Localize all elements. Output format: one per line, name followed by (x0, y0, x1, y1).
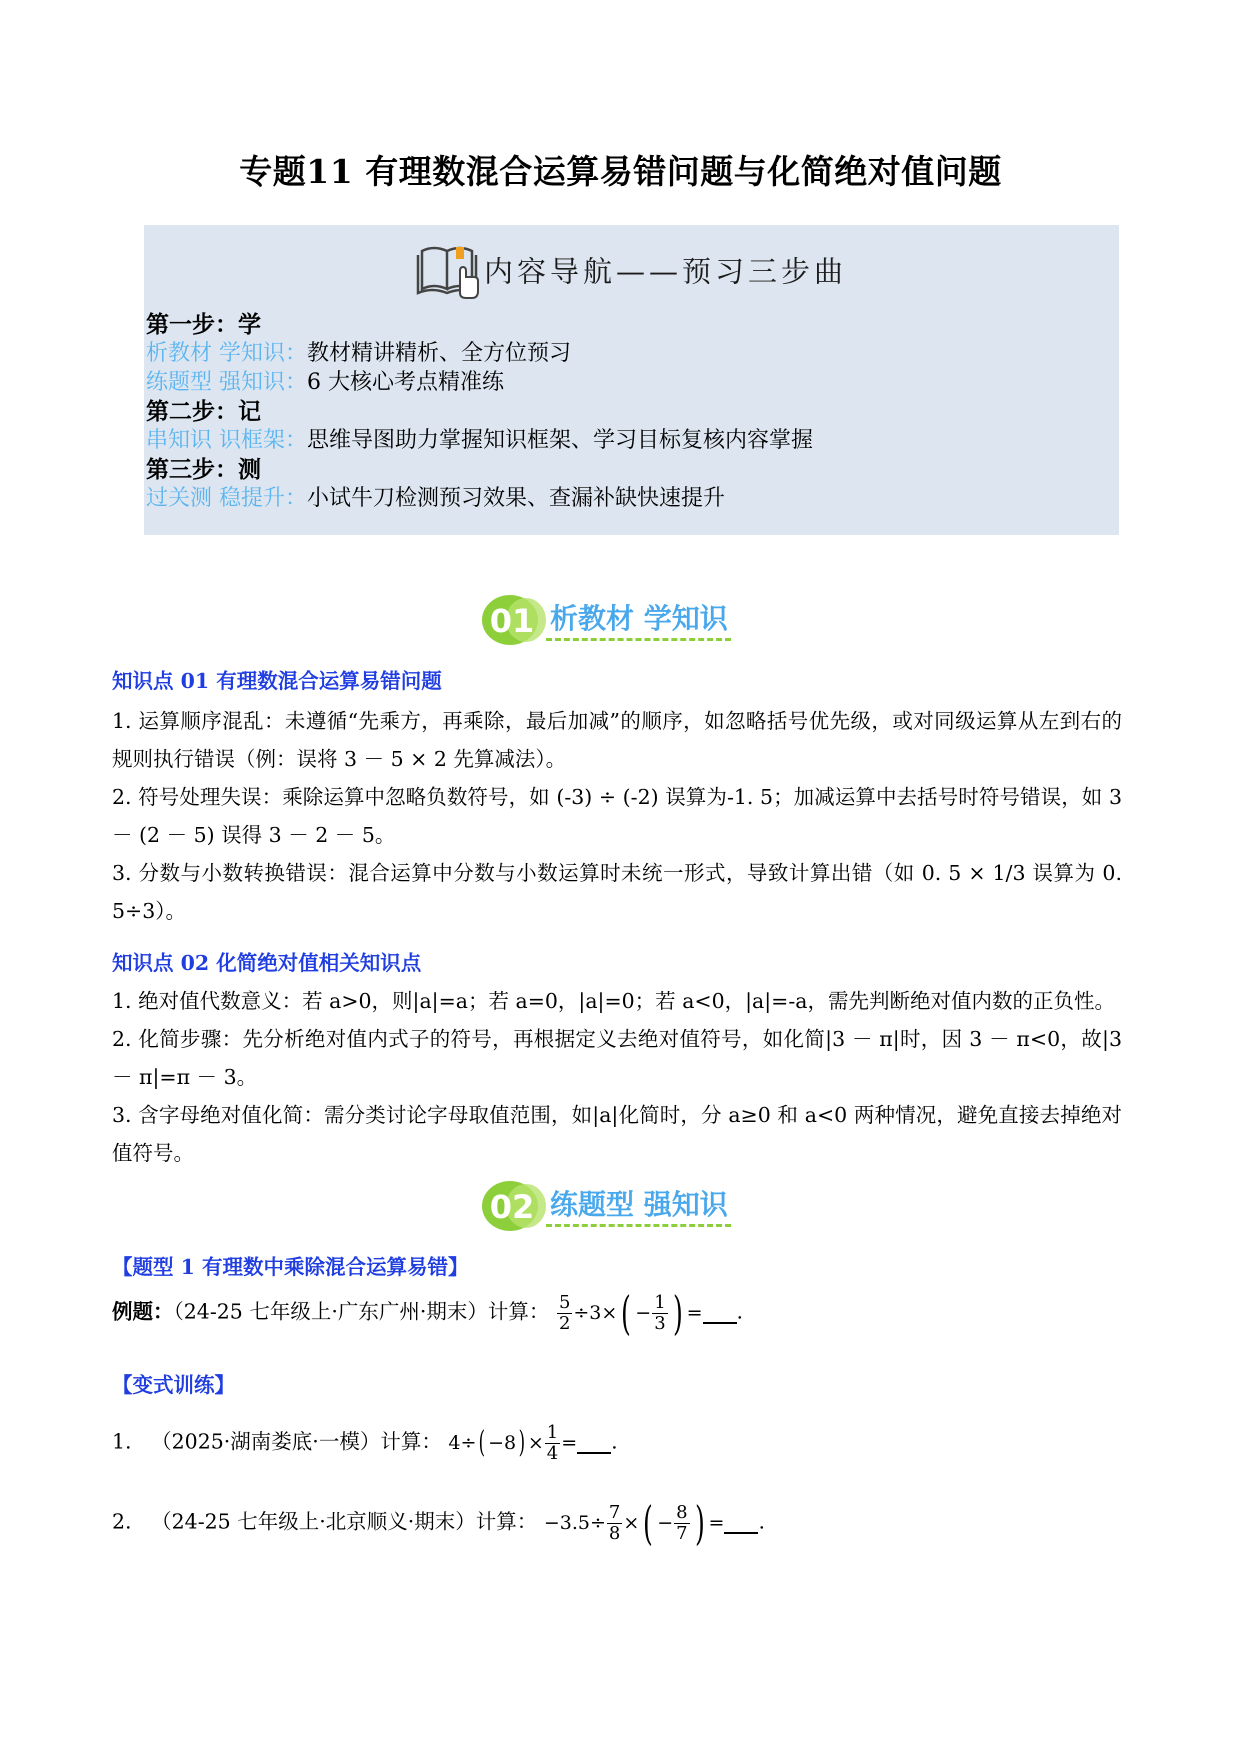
fraction: $\frac{7}{8}$ (608, 1501, 621, 1544)
section-divider (546, 1224, 731, 1227)
kp-item: 1. 运算顺序混乱：未遵循“先乘方，再乘除，最后加减”的顺序，如忽略括号优先级，或对同级运算从左到右的规则执行错误（例：误将 3 － 5 × 2 先算减法）。 (112, 709, 1122, 771)
fraction: $\frac{1}{3}$ (654, 1291, 666, 1334)
svg-text:01: 01 (489, 602, 535, 640)
kp-title: 知识点 02 化简绝对值相关知识点 (112, 951, 422, 975)
nav-line: 过关测 稳提升：小试牛刀检测预习效果、查漏补缺快速提升 (146, 486, 726, 511)
variant-question-1: 1. （2025·湖南娄底·一模）计算： 4÷( −8) × $\frac{1}{4}$ = . (112, 1421, 618, 1464)
nav-steps (146, 310, 813, 513)
section-01-label: 析教材 学知识 (550, 602, 728, 635)
example-question: 例题：（24-25 七年级上·广东广州·期末）计算： $\frac{5}{2}$ ÷3×( − $\frac{1}{3}$ ) = . (112, 1286, 744, 1340)
variant-question-2: 2. （24-25 七年级上·北京顺义·期末）计算： −3.5÷ $\frac{7}{8}$ ×( − $\frac{8}{7}$ ) = . (112, 1496, 765, 1550)
nav-line: 析教材 学知识：教材精讲精析、全方位预习 (146, 341, 572, 366)
kp2-body (112, 982, 1122, 1172)
kp-item: 1. 绝对值代数意义：若 a>0，则|a|=a；若 a=0，|a|=0；若 a<0，|a|=-a，需先判断绝对值内数的正负性。 (112, 989, 1115, 1013)
type-1-title: 【题型 1 有理数中乘除混合运算易错】 (112, 1255, 469, 1279)
fraction: $\frac{8}{7}$ (676, 1501, 688, 1544)
fraction: $\frac{5}{2}$ (558, 1291, 571, 1334)
answer-blank[interactable] (577, 1432, 611, 1454)
section-01-badge (480, 592, 728, 652)
section-number-icon (480, 1178, 550, 1234)
section-02-label: 练题型 强知识 (550, 1188, 728, 1221)
nav-line: 练题型 强知识：6 大核心考点精准练 (146, 370, 504, 395)
nav-line: 串知识 识框架：思维导图助力掌握知识框架、学习目标复核内容掌握 (146, 428, 814, 453)
section-02-badge (480, 1178, 728, 1238)
answer-blank[interactable] (724, 1512, 758, 1534)
knowledge-point-02 (112, 946, 1122, 976)
kp-item: 2. 化简步骤：先分析绝对值内式子的符号，再根据定义去绝对值符号，如化简|3 － π|时，因 3 － π<0，故|3 － π|=π － 3。 (112, 1027, 1122, 1089)
kp-title: 知识点 01 有理数混合运算易错问题 (112, 669, 442, 693)
nav-step-3: 第三步：测 (146, 456, 261, 483)
nav-step-1: 第一步：学 (146, 311, 261, 338)
section-divider (546, 638, 731, 641)
kp-item: 3. 分数与小数转换错误：混合运算中分数与小数运算时未统一形式，导致计算出错（如 0. 5 × 1/3 误算为 0. 5÷3）。 (112, 861, 1122, 923)
variant-training-title: 【变式训练】 (112, 1373, 235, 1397)
kp-item: 2. 符号处理失误：乘除运算中忽略负数符号，如 (-3) ÷ (-2) 误算为-1. 5；加减运算中去括号时符号错误，如 3 － (2 － 5) 误得 3 － 2 － 5。 (112, 785, 1122, 847)
knowledge-point-01 (112, 664, 1122, 694)
kp-item: 3. 含字母绝对值化简：需分类讨论字母取值范围，如|a|化简时，分 a≥0 和 a<0 两种情况，避免直接去掉绝对值符号。 (112, 1103, 1122, 1165)
fraction: $\frac{1}{4}$ (546, 1421, 559, 1464)
page-title: 专题11 有理数混合运算易错问题与化简绝对值问题 (239, 152, 1002, 191)
book-pointer-icon (416, 241, 480, 299)
nav-heading: 内容导航——预习三步曲 (144, 241, 1119, 299)
nav-step-2: 第二步：记 (146, 398, 261, 425)
svg-text:02: 02 (489, 1188, 535, 1226)
answer-blank[interactable] (703, 1302, 737, 1324)
section-number-icon (480, 592, 550, 648)
content-navigation-box (144, 225, 1119, 535)
kp1-body (112, 702, 1122, 930)
